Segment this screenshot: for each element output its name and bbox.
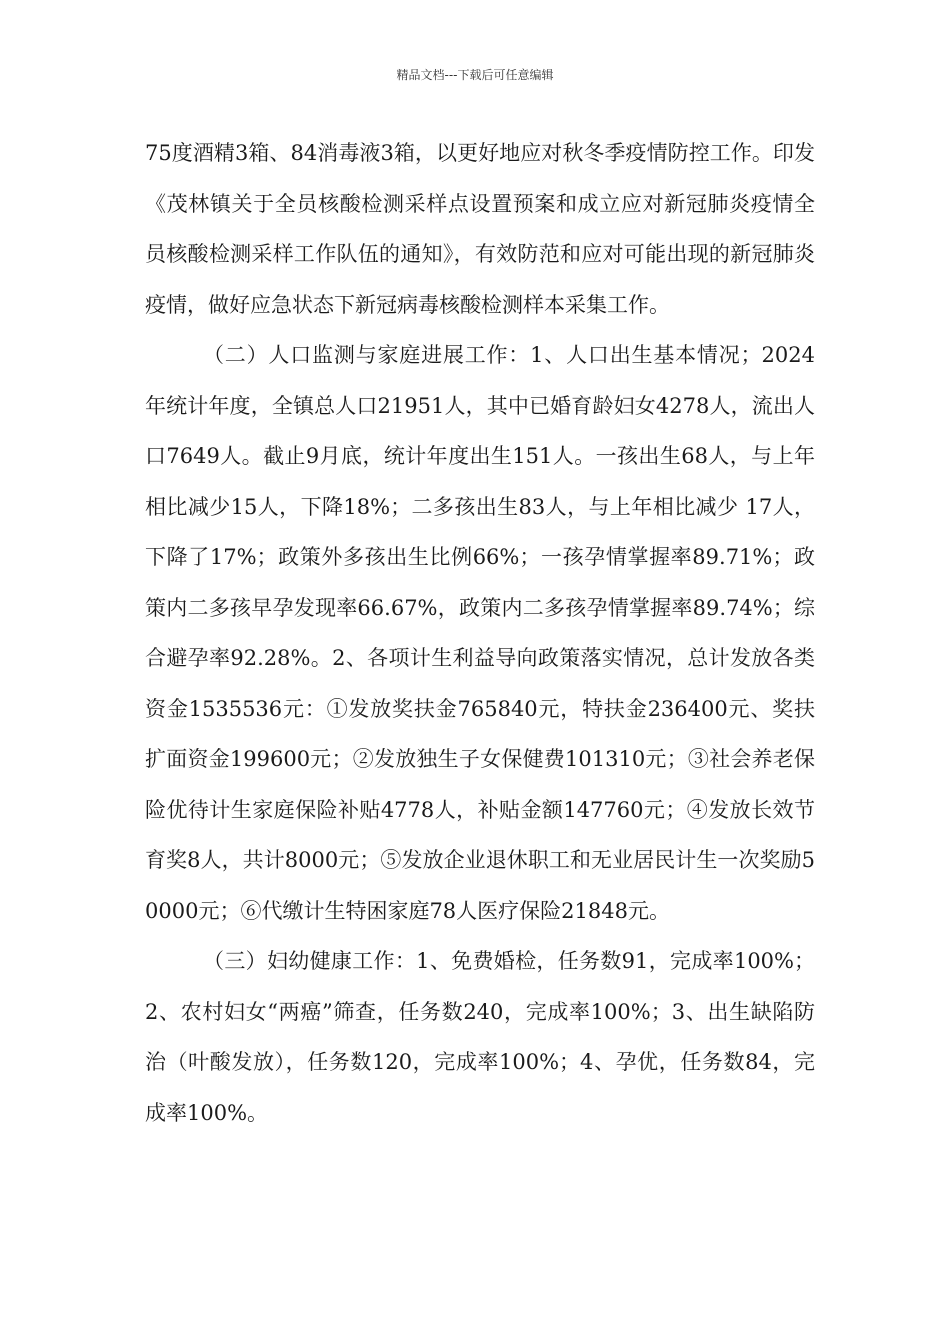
- page-header: 精品文档---下载后可任意编辑: [396, 68, 554, 82]
- paragraph-maternal-child-health: （三）妇幼健康工作：1、免费婚检，任务数91，完成率100%；2、农村妇女“两癌”筛查，任务数240，完成率100%；3、出生缺陷防治（叶酸发放），任务数120，完成率100%；4、孕优，任务数84，完成率100%。: [145, 949, 815, 1125]
- document-body: [145, 128, 815, 1138]
- paragraph-epidemic-prevention: 75度酒精3箱、84消毒液3箱，以更好地应对秋冬季疫情防控工作。印发《茂林镇关于全员核酸检测采样点设置预案和成立应对新冠肺炎疫情全员核酸检测采样工作队伍的通知》，有效防范和应对可能出现的新冠肺炎疫情，做好应急状态下新冠病毒核酸检测样本采集工作。: [145, 141, 815, 317]
- paragraph-population-monitoring: （二）人口监测与家庭进展工作：1、人口出生基本情况；2024年统计年度，全镇总人口21951人，其中已婚育龄妇女4278人，流出人口7649人。截止9月底，统计年度出生151人。一孩出生68人，与上年相比减少15人，下降18%；二多孩出生83人，与上年相比减少 17人，下降了17%；政策外多孩出生比例66%；一孩孕情掌握率89.71%；政策内二多孩早孕发现率66.67%，政策内二多孩孕情掌握率89.74%；综合避孕率92.28%。2、各项计生利益导向政策落实情况，总计发放各类资金1535536元：①发放奖扶金765840元，特扶金236400元、奖扶扩面资金199600元；②发放独生子女保健费101310元；③社会养老保险优待计生家庭保险补贴4778人，补贴金额147760元；④发放长效节育奖8人，共计8000元；⑤发放企业退休职工和无业居民计生一次奖励50000元；⑥代缴计生特困家庭78人医疗保险21848元。: [145, 343, 815, 923]
